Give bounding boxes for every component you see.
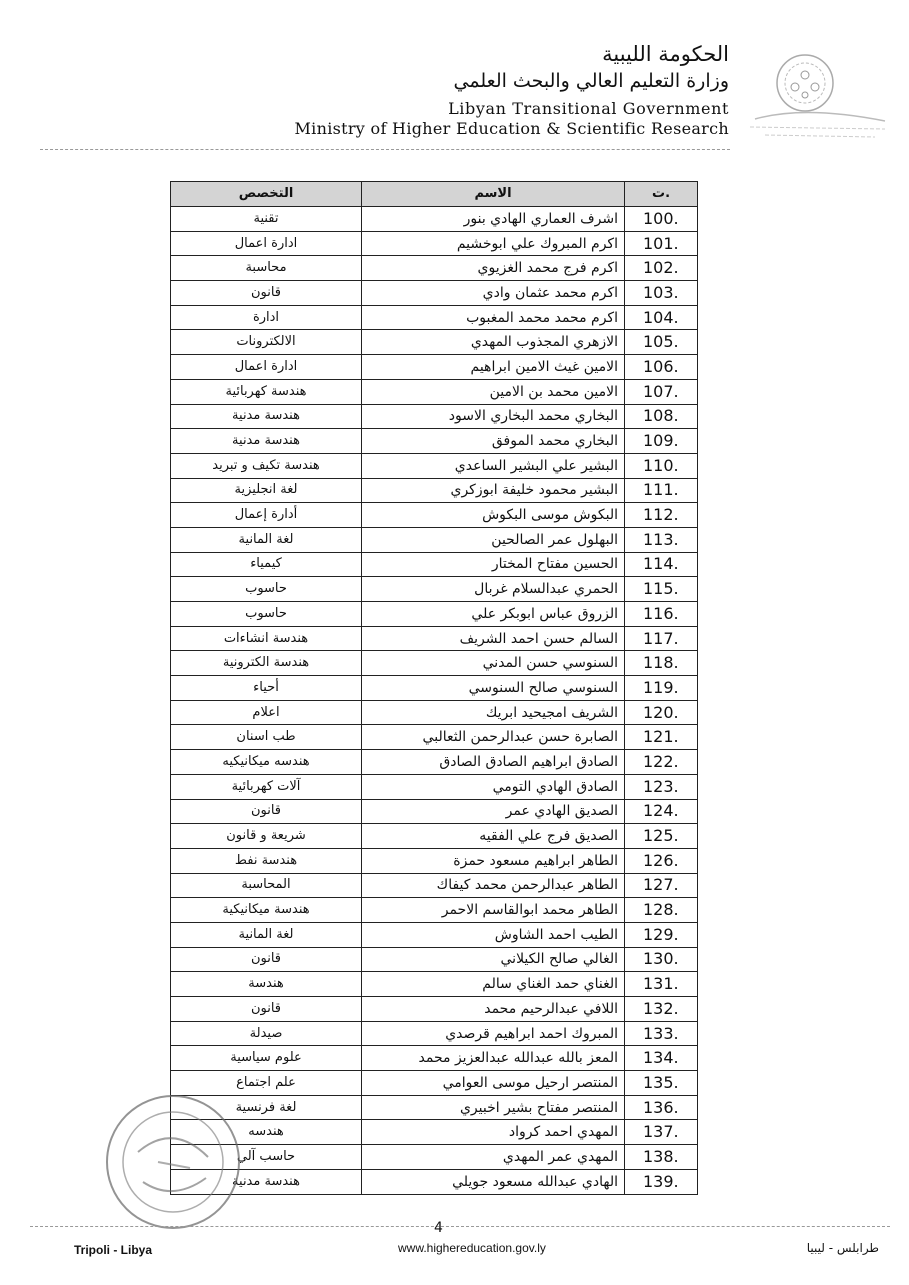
row-name: الحسين مفتاح المختار: [362, 552, 625, 577]
table-row: [171, 330, 698, 355]
row-name: السالم حسن احمد الشريف: [362, 626, 625, 651]
row-specialty: قانون: [171, 947, 362, 972]
row-number: 101.: [625, 231, 698, 256]
row-name: الطاهر عبدالرحمن محمد كيفاك: [362, 873, 625, 898]
row-specialty: لغة فرنسية: [171, 1095, 362, 1120]
row-name: البكوش موسى البكوش: [362, 503, 625, 528]
table-body: [171, 207, 698, 1195]
row-number: 133.: [625, 1021, 698, 1046]
row-name: الامين غيث الامين ابراهيم: [362, 355, 625, 380]
row-specialty: هندسة مدنية: [171, 429, 362, 454]
row-name: المعز بالله عبدالله عبدالعزيز محمد: [362, 1046, 625, 1071]
row-name: الصادق ابراهيم الصادق الصادق: [362, 750, 625, 775]
row-number: 132.: [625, 997, 698, 1022]
table-row: [171, 404, 698, 429]
row-specialty: محاسبة: [171, 256, 362, 281]
row-name: المهدي عمر المهدي: [362, 1145, 625, 1170]
libyan-emblem-icon: [745, 35, 890, 155]
table-row: [171, 750, 698, 775]
row-specialty: هندسة انشاءات: [171, 626, 362, 651]
footer-divider: [30, 1226, 890, 1227]
row-name: اكرم محمد محمد المغبوب: [362, 305, 625, 330]
row-specialty: هندسة كهربائية: [171, 379, 362, 404]
row-number: 123.: [625, 774, 698, 799]
row-number: 125.: [625, 824, 698, 849]
table-row: [171, 774, 698, 799]
row-number: 114.: [625, 552, 698, 577]
row-specialty: حاسب آلي: [171, 1145, 362, 1170]
row-name: الازهري المجذوب المهدي: [362, 330, 625, 355]
row-specialty: ادارة: [171, 305, 362, 330]
row-specialty: أدارة إعمال: [171, 503, 362, 528]
row-name: الصديق فرج علي الفقيه: [362, 824, 625, 849]
row-specialty: آلات كهربائية: [171, 774, 362, 799]
table-row: [171, 429, 698, 454]
table-row: [171, 947, 698, 972]
row-name: البهلول عمر الصالحين: [362, 527, 625, 552]
row-name: اكرم فرج محمد الغزيوي: [362, 256, 625, 281]
row-name: المبروك احمد ابراهيم قرصدي: [362, 1021, 625, 1046]
row-specialty: المحاسبة: [171, 873, 362, 898]
row-specialty: أحياء: [171, 676, 362, 701]
row-name: الغناي حمد الغناي سالم: [362, 972, 625, 997]
ministry-name-ar: وزارة التعليم العالي والبحث العلمي: [453, 70, 729, 92]
table-row: [171, 305, 698, 330]
row-specialty: طب اسنان: [171, 725, 362, 750]
row-name: السنوسي حسن المدني: [362, 651, 625, 676]
row-number: 104.: [625, 305, 698, 330]
row-name: الهادي عبدالله مسعود جويلي: [362, 1169, 625, 1194]
row-number: 130.: [625, 947, 698, 972]
row-name: الطيب احمد الشاوش: [362, 922, 625, 947]
row-number: 119.: [625, 676, 698, 701]
row-name: اكرم المبروك علي ابوخشيم: [362, 231, 625, 256]
row-specialty: علوم سياسية: [171, 1046, 362, 1071]
table-row: [171, 453, 698, 478]
row-name: المنتصر مفتاح بشير اخبيري: [362, 1095, 625, 1120]
row-specialty: هندسة مدنية: [171, 404, 362, 429]
table-row: [171, 527, 698, 552]
row-specialty: هندسة ميكانيكية: [171, 898, 362, 923]
row-number: 106.: [625, 355, 698, 380]
table-row: [171, 676, 698, 701]
table-row: [171, 503, 698, 528]
row-specialty: قانون: [171, 281, 362, 306]
row-name: الصادق الهادي التومي: [362, 774, 625, 799]
row-number: 129.: [625, 922, 698, 947]
footer-city-ar: طرابلس - ليبيا: [806, 1241, 879, 1255]
roster-table: [170, 181, 698, 1195]
row-specialty: الالكترونات: [171, 330, 362, 355]
row-specialty: هندسة مدنية: [171, 1169, 362, 1194]
row-number: 127.: [625, 873, 698, 898]
page-number: 4: [434, 1220, 443, 1236]
table-row: [171, 256, 698, 281]
row-name: الطاهر ابراهيم مسعود حمزة: [362, 848, 625, 873]
table-row: [171, 997, 698, 1022]
table-row: [171, 1046, 698, 1071]
row-number: 110.: [625, 453, 698, 478]
table-row: [171, 1021, 698, 1046]
row-name: الصديق الهادي عمر: [362, 799, 625, 824]
row-number: 112.: [625, 503, 698, 528]
table-row: [171, 848, 698, 873]
row-number: 136.: [625, 1095, 698, 1120]
table-row: [171, 824, 698, 849]
row-name: البخاري محمد البخاري الاسود: [362, 404, 625, 429]
row-specialty: هندسة تكيف و تبريد: [171, 453, 362, 478]
header-divider: [40, 149, 730, 150]
row-specialty: قانون: [171, 997, 362, 1022]
table-row: [171, 1071, 698, 1096]
table-row: [171, 231, 698, 256]
row-specialty: هندسة الكترونية: [171, 651, 362, 676]
table-row: [171, 725, 698, 750]
government-name-en: Libyan Transitional Government: [448, 99, 729, 118]
row-specialty: حاسوب: [171, 602, 362, 627]
table-row: [171, 1145, 698, 1170]
row-number: 111.: [625, 478, 698, 503]
row-specialty: حاسوب: [171, 577, 362, 602]
row-specialty: كيمياء: [171, 552, 362, 577]
row-specialty: شريعة و قانون: [171, 824, 362, 849]
row-number: 105.: [625, 330, 698, 355]
row-number: 107.: [625, 379, 698, 404]
row-name: الحمري عبدالسلام غربال: [362, 577, 625, 602]
row-specialty: هندسة: [171, 972, 362, 997]
row-name: المنتصر ارحيل موسى العوامي: [362, 1071, 625, 1096]
table-row: [171, 478, 698, 503]
row-number: 115.: [625, 577, 698, 602]
row-specialty: صيدلة: [171, 1021, 362, 1046]
row-number: 100.: [625, 207, 698, 232]
row-specialty: لغة المانية: [171, 922, 362, 947]
row-number: 113.: [625, 527, 698, 552]
table-row: [171, 552, 698, 577]
row-number: 134.: [625, 1046, 698, 1071]
row-name: الطاهر محمد ابوالقاسم الاحمر: [362, 898, 625, 923]
row-number: 118.: [625, 651, 698, 676]
row-number: 103.: [625, 281, 698, 306]
row-specialty: هندسه ميكانيكيه: [171, 750, 362, 775]
header-specialty: التخصص: [171, 182, 362, 207]
table-header-row: [171, 182, 698, 207]
table-row: [171, 922, 698, 947]
table-row: [171, 873, 698, 898]
ministry-name-en: Ministry of Higher Education & Scientific Research: [294, 119, 729, 138]
table-row: [171, 281, 698, 306]
footer-website[interactable]: www.highereducation.gov.ly: [398, 1241, 546, 1255]
table-row: [171, 700, 698, 725]
row-name: الصابرة حسن عبدالرحمن الثعالبي: [362, 725, 625, 750]
row-specialty: قانون: [171, 799, 362, 824]
row-specialty: هندسه: [171, 1120, 362, 1145]
row-number: 131.: [625, 972, 698, 997]
row-specialty: لغة انجليزية: [171, 478, 362, 503]
row-name: اكرم محمد عثمان وادي: [362, 281, 625, 306]
table-row: [171, 626, 698, 651]
row-number: 102.: [625, 256, 698, 281]
row-name: البشير علي البشير الساعدي: [362, 453, 625, 478]
footer-city-en: Tripoli - Libya: [74, 1243, 153, 1257]
table-row: [171, 972, 698, 997]
table-row: [171, 1095, 698, 1120]
row-number: 117.: [625, 626, 698, 651]
row-name: الغالي صالح الكيلاني: [362, 947, 625, 972]
row-specialty: علم اجتماع: [171, 1071, 362, 1096]
row-name: البشير محمود خليفة ابوزكري: [362, 478, 625, 503]
row-specialty: هندسة نفط: [171, 848, 362, 873]
row-name: الشريف امجيحيد ابريك: [362, 700, 625, 725]
row-specialty: تقنية: [171, 207, 362, 232]
table-row: [171, 1169, 698, 1194]
row-specialty: ادارة اعمال: [171, 231, 362, 256]
row-number: 108.: [625, 404, 698, 429]
row-specialty: اعلام: [171, 700, 362, 725]
table-row: [171, 651, 698, 676]
table-row: [171, 799, 698, 824]
row-name: اللافي عبدالرحيم محمد: [362, 997, 625, 1022]
row-number: 122.: [625, 750, 698, 775]
row-number: 137.: [625, 1120, 698, 1145]
row-number: 128.: [625, 898, 698, 923]
table-row: [171, 898, 698, 923]
row-number: 120.: [625, 700, 698, 725]
row-number: 124.: [625, 799, 698, 824]
row-name: البخاري محمد الموفق: [362, 429, 625, 454]
row-number: 138.: [625, 1145, 698, 1170]
government-name-ar: الحكومة الليبية: [602, 42, 729, 66]
table-row: [171, 355, 698, 380]
header-number: ت.: [625, 182, 698, 207]
row-name: السنوسي صالح السنوسي: [362, 676, 625, 701]
row-name: اشرف العماري الهادي بنور: [362, 207, 625, 232]
header-name: الاسم: [362, 182, 625, 207]
row-number: 116.: [625, 602, 698, 627]
table-row: [171, 577, 698, 602]
row-specialty: ادارة اعمال: [171, 355, 362, 380]
row-name: الزروق عباس ابوبكر علي: [362, 602, 625, 627]
row-number: 139.: [625, 1169, 698, 1194]
row-number: 126.: [625, 848, 698, 873]
table-row: [171, 1120, 698, 1145]
row-specialty: لغة المانية: [171, 527, 362, 552]
table-row: [171, 379, 698, 404]
row-number: 135.: [625, 1071, 698, 1096]
row-name: المهدي احمد كرواد: [362, 1120, 625, 1145]
row-number: 109.: [625, 429, 698, 454]
table-row: [171, 602, 698, 627]
row-name: الامين محمد بن الامين: [362, 379, 625, 404]
table-row: [171, 207, 698, 232]
row-number: 121.: [625, 725, 698, 750]
